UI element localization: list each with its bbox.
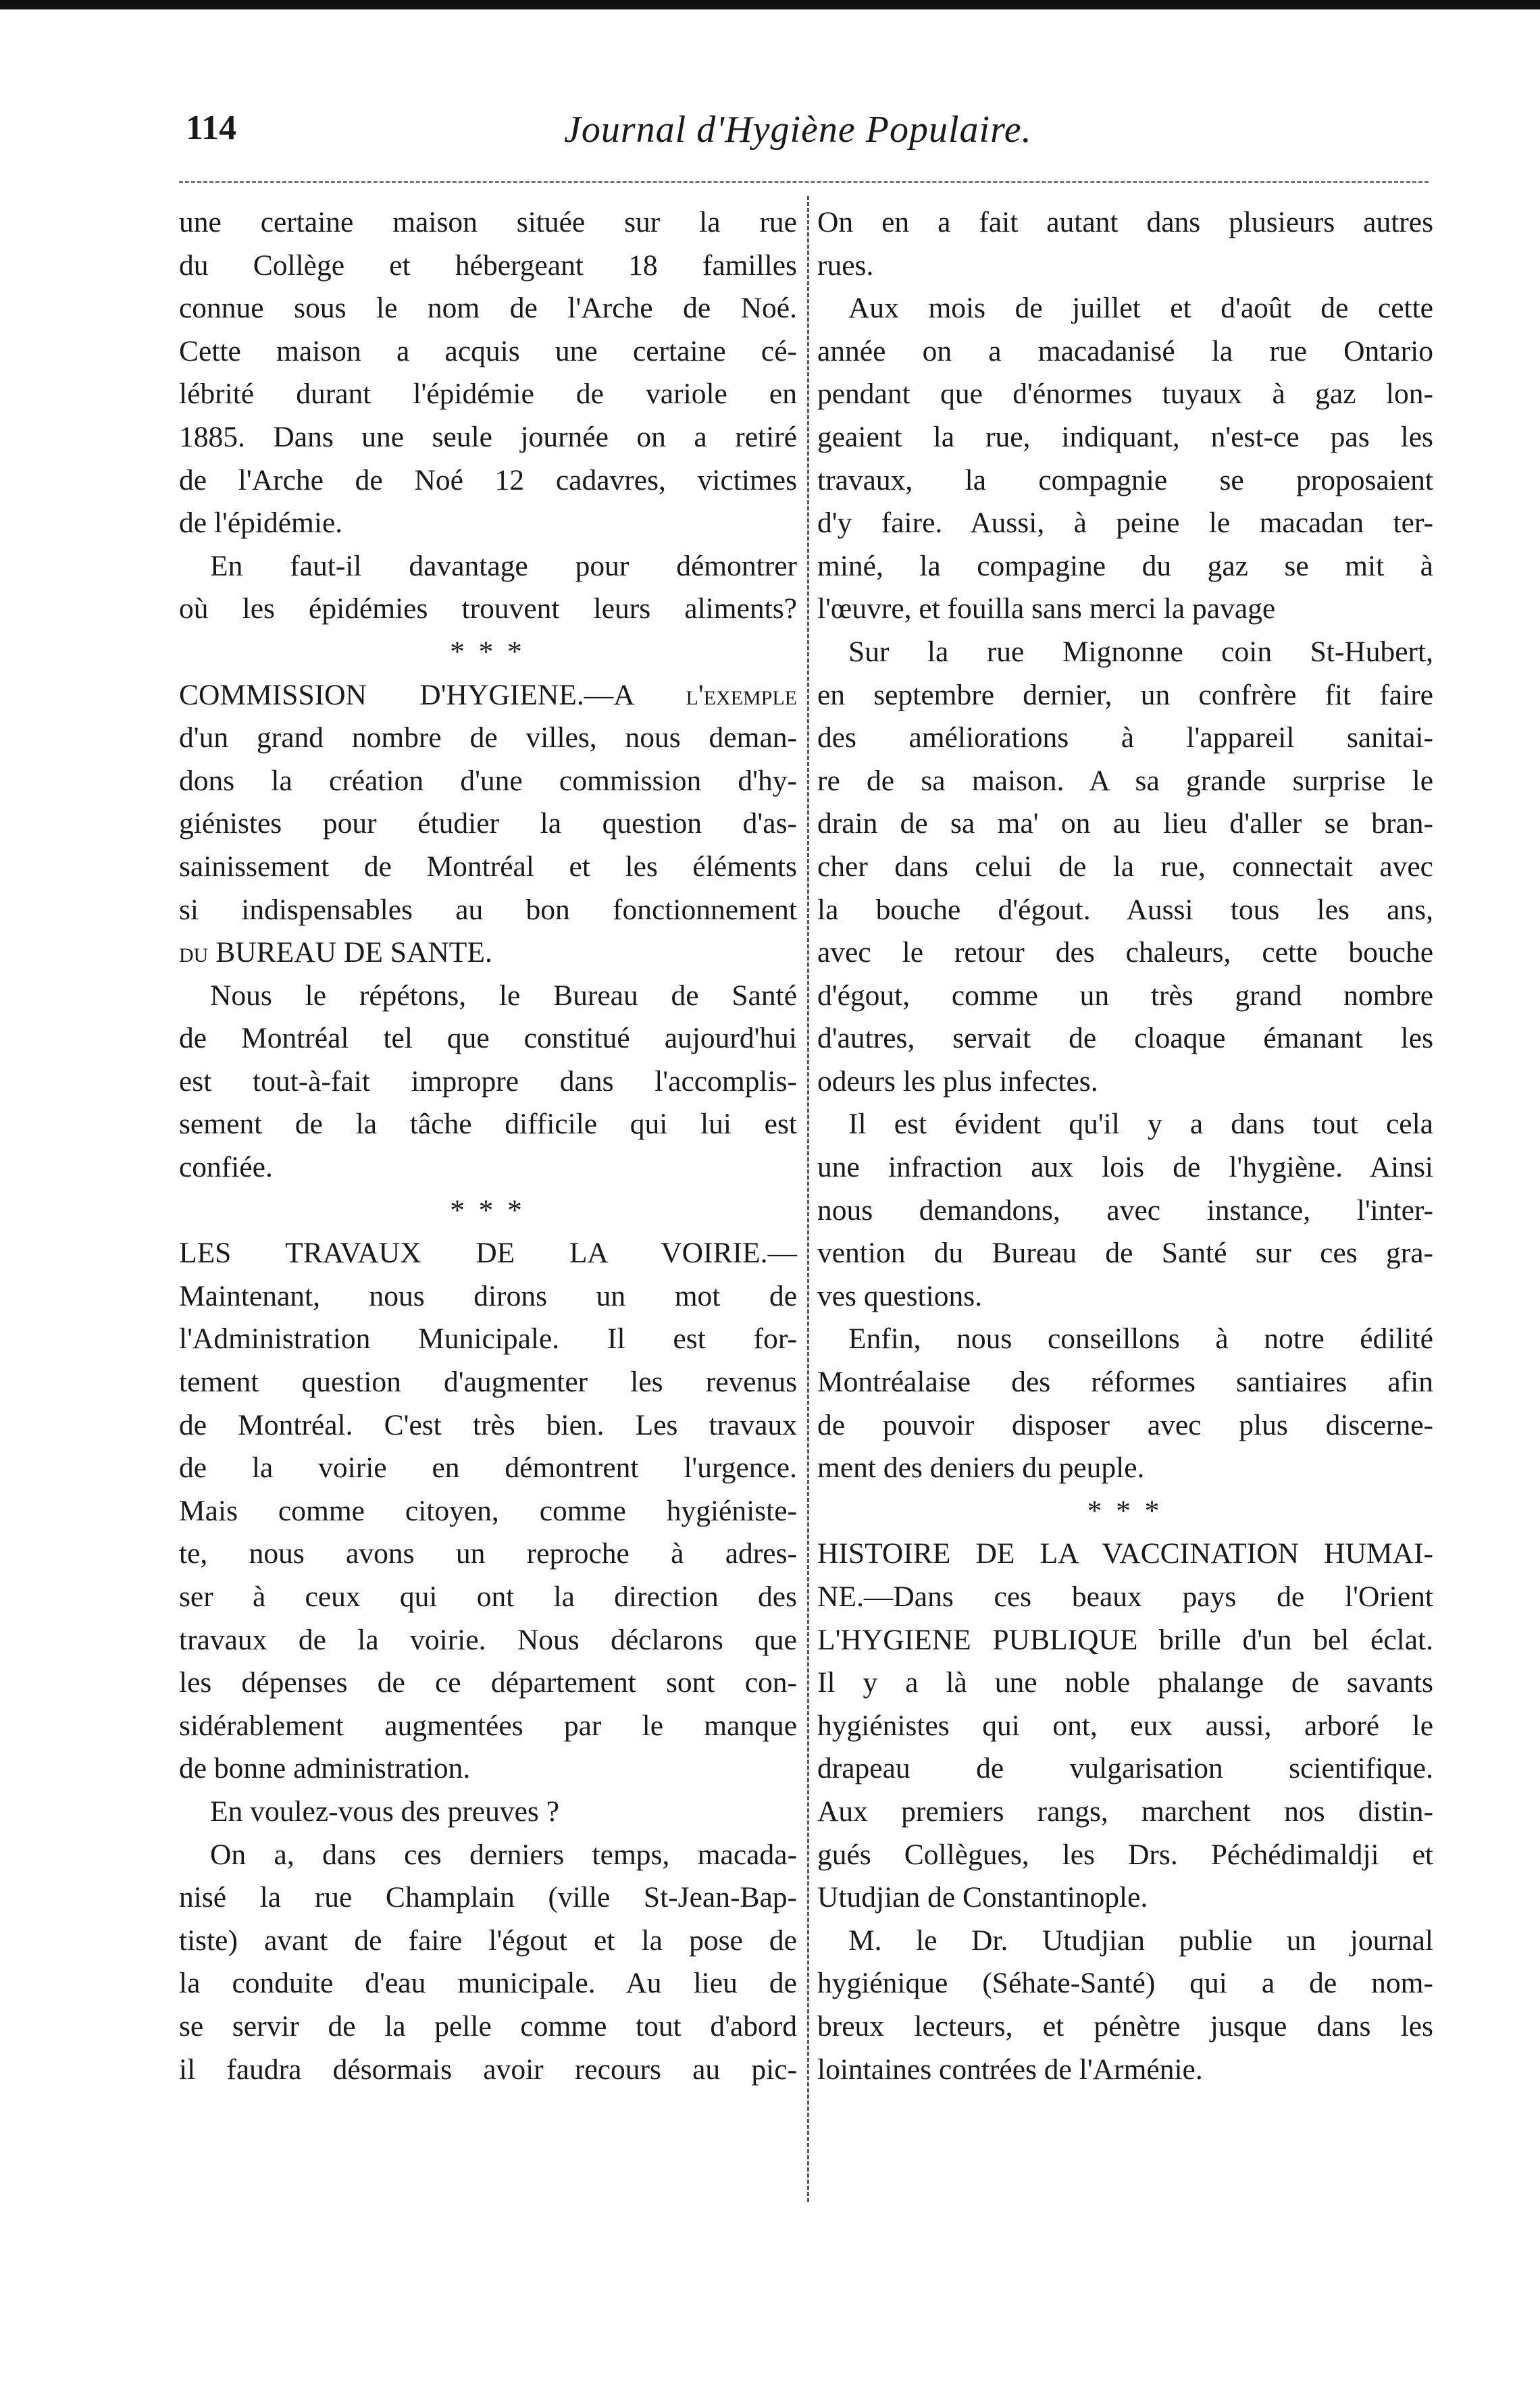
text-line: tement question d'augmenter les revenus [179,1366,797,1399]
text-line: où les épidémies trouvent leurs aliments? [179,592,797,625]
text-line: On a, dans ces derniers temps, macada- [210,1838,797,1871]
text-line: pendant que d'énormes tuyaux à gaz lon- [817,378,1433,411]
section-separator: * * * [450,1193,526,1227]
text-line: En voulez-vous des preuves ? [210,1795,560,1828]
text-line: Sur la rue Mignonne coin St-Hubert, [848,635,1433,668]
text-line: Aux mois de juillet et d'août de cette [848,292,1433,325]
text-line: se servir de la pelle comme tout d'abord [179,2009,797,2043]
text-line: lointaines contrées de l'Arménie. [817,2053,1203,2086]
text-line: sainissement de Montréal et les éléments [179,850,797,883]
text-line: drain de sa ma' on au lieu d'aller se bran- [817,807,1433,840]
text-line: hygiénique (Séhate-Santé) qui a de nom- [817,1967,1433,2000]
text-line: drapeau de vulgarisation scientifique. [817,1752,1433,1785]
text-line: nisé la rue Champlain (ville St-Jean-Bap- [179,1881,797,1914]
text-line: année on a macadanisé la rue Ontario [817,334,1433,367]
text-line: une certaine maison située sur la rue [179,206,797,238]
text-line: est tout-à-fait impropre dans l'accomplis- [179,1064,797,1098]
text-line: la conduite d'eau municipale. Au lieu de [179,1967,797,2000]
text-line: hygiénistes qui ont, eux aussi, arboré le [817,1709,1433,1742]
text-line: LES TRAVAUX DE LA VOIRIE.— [179,1237,797,1270]
page-number: 114 [186,109,237,147]
text-line: En faut-il davantage pour démontrer [210,549,797,582]
text-line: tiste) avant de faire l'égout et la pose de [179,1924,797,1957]
text-line: d'autres, servait de cloaque émanant les [817,1022,1433,1055]
text-line: Il est évident qu'il y a dans tout cela [848,1108,1433,1141]
text-line: si indispensables au bon fonctionnement [179,893,797,926]
text-line: en septembre dernier, un confrère fit faire [817,678,1433,711]
text-line: nous demandons, avec instance, l'inter- [817,1193,1433,1227]
text-line: geaient la rue, indiquant, n'est-ce pas les [817,420,1433,453]
text-line: avec le retour des chaleurs, cette bouche [817,936,1433,969]
text-line: Montréalaise des réformes santiaires afin [817,1366,1433,1399]
text-line: HISTOIRE DE LA VACCINATION HUMAI- [817,1537,1433,1570]
text-line: travaux de la voirie. Nous déclarons que [179,1623,797,1656]
right-column [817,201,1433,2091]
text-line: l'Administration Municipale. Il est for- [179,1322,797,1356]
text-line: sidérablement augmentées par le manque [179,1709,797,1742]
text-line: ves questions. [817,1279,983,1312]
text-line: la bouche d'égout. Aussi tous les ans, [817,893,1433,926]
text-line: de la voirie en démontrent l'urgence. [179,1452,797,1485]
text-line: sement de la tâche difficile qui lui est [179,1108,797,1141]
text-line: COMMISSION D'HYGIENE.—A l'exemple [179,678,797,711]
text-line: te, nous avons un reproche à adres- [179,1537,797,1570]
text-line: travaux, la compagnie se proposaient [817,463,1433,496]
text-line: Nous le répétons, le Bureau de Santé [210,979,797,1012]
text-line: On en a fait autant dans plusieurs autres [817,206,1433,238]
text-line: Aux premiers rangs, marchent nos distin- [817,1795,1433,1828]
left-column [179,201,797,2091]
text-line: re de sa maison. A sa grande surprise le [817,764,1433,797]
text-line: M. le Dr. Utudjian publie un journal [848,1924,1433,1957]
text-line: du Collège et hébergeant 18 familles [179,249,797,282]
text-line: giénistes pour étudier la question d'as- [179,807,797,840]
text-line: de l'Arche de Noé 12 cadavres, victimes [179,463,797,496]
text-line: les dépenses de ce département sont con- [179,1666,797,1699]
text-line: rues. [817,249,874,282]
column-divider [807,196,809,2202]
page-header [186,108,1429,162]
text-line: NE.—Dans ces beaux pays de l'Orient [817,1581,1433,1613]
text-line: du BUREAU DE SANTE. [179,936,492,969]
text-line: breux lecteurs, et pénètre jusque dans les [817,2009,1433,2043]
text-line: Utudjian de Constantinople. [817,1881,1148,1914]
text-line: gués Collègues, les Drs. Péchédimaldji et [817,1838,1433,1871]
running-title: Journal d'Hygiène Populaire. [564,109,1032,151]
text-line: Enfin, nous conseillons à notre édilité [848,1322,1433,1356]
text-line: de l'épidémie. [179,507,343,540]
text-line: Mais comme citoyen, comme hygiéniste- [179,1494,797,1527]
text-line: l'œuvre, et fouilla sans merci la pavage [817,592,1276,625]
text-line: connue sous le nom de l'Arche de Noé. [179,292,797,325]
text-line: de Montréal. C'est très bien. Les travaux [179,1408,797,1441]
text-line: de bonne administration. [179,1752,471,1785]
text-line: il faudra désormais avoir recours au pic- [179,2053,797,2086]
text-line: ment des deniers du peuple. [817,1452,1145,1485]
top-rule [0,0,1540,9]
text-line: une infraction aux lois de l'hygiène. Ainsi [817,1151,1433,1184]
section-separator: * * * [1087,1494,1164,1527]
text-line: de pouvoir disposer avec plus discerne- [817,1408,1433,1441]
text-line: d'y faire. Aussi, à peine le macadan ter- [817,507,1433,540]
text-line: Maintenant, nous dirons un mot de [179,1279,797,1312]
text-line: cher dans celui de la rue, connectait avec [817,850,1433,883]
text-line: miné, la compagine du gaz se mit à [817,549,1433,582]
text-line: L'HYGIENE PUBLIQUE brille d'un bel éclat. [817,1623,1433,1656]
text-line: de Montréal tel que constitué aujourd'hui [179,1022,797,1055]
text-line: 1885. Dans une seule journée on a retiré [179,420,797,453]
text-line: d'égout, comme un très grand nombre [817,979,1433,1012]
header-rule [179,181,1429,183]
text-line: confiée. [179,1151,273,1184]
section-separator: * * * [450,635,526,668]
text-line: Cette maison a acquis une certaine cé- [179,334,797,367]
text-line: dons la création d'une commission d'hy- [179,764,797,797]
text-line: odeurs les plus infectes. [817,1064,1098,1098]
text-line: Il y a là une noble phalange de savants [817,1666,1433,1699]
text-line: d'un grand nombre de villes, nous deman- [179,721,797,754]
text-line: vention du Bureau de Santé sur ces gra- [817,1237,1433,1270]
text-line: lébrité durant l'épidémie de variole en [179,378,797,411]
text-line: des améliorations à l'appareil sanitai- [817,721,1433,754]
text-line: ser à ceux qui ont la direction des [179,1581,797,1613]
